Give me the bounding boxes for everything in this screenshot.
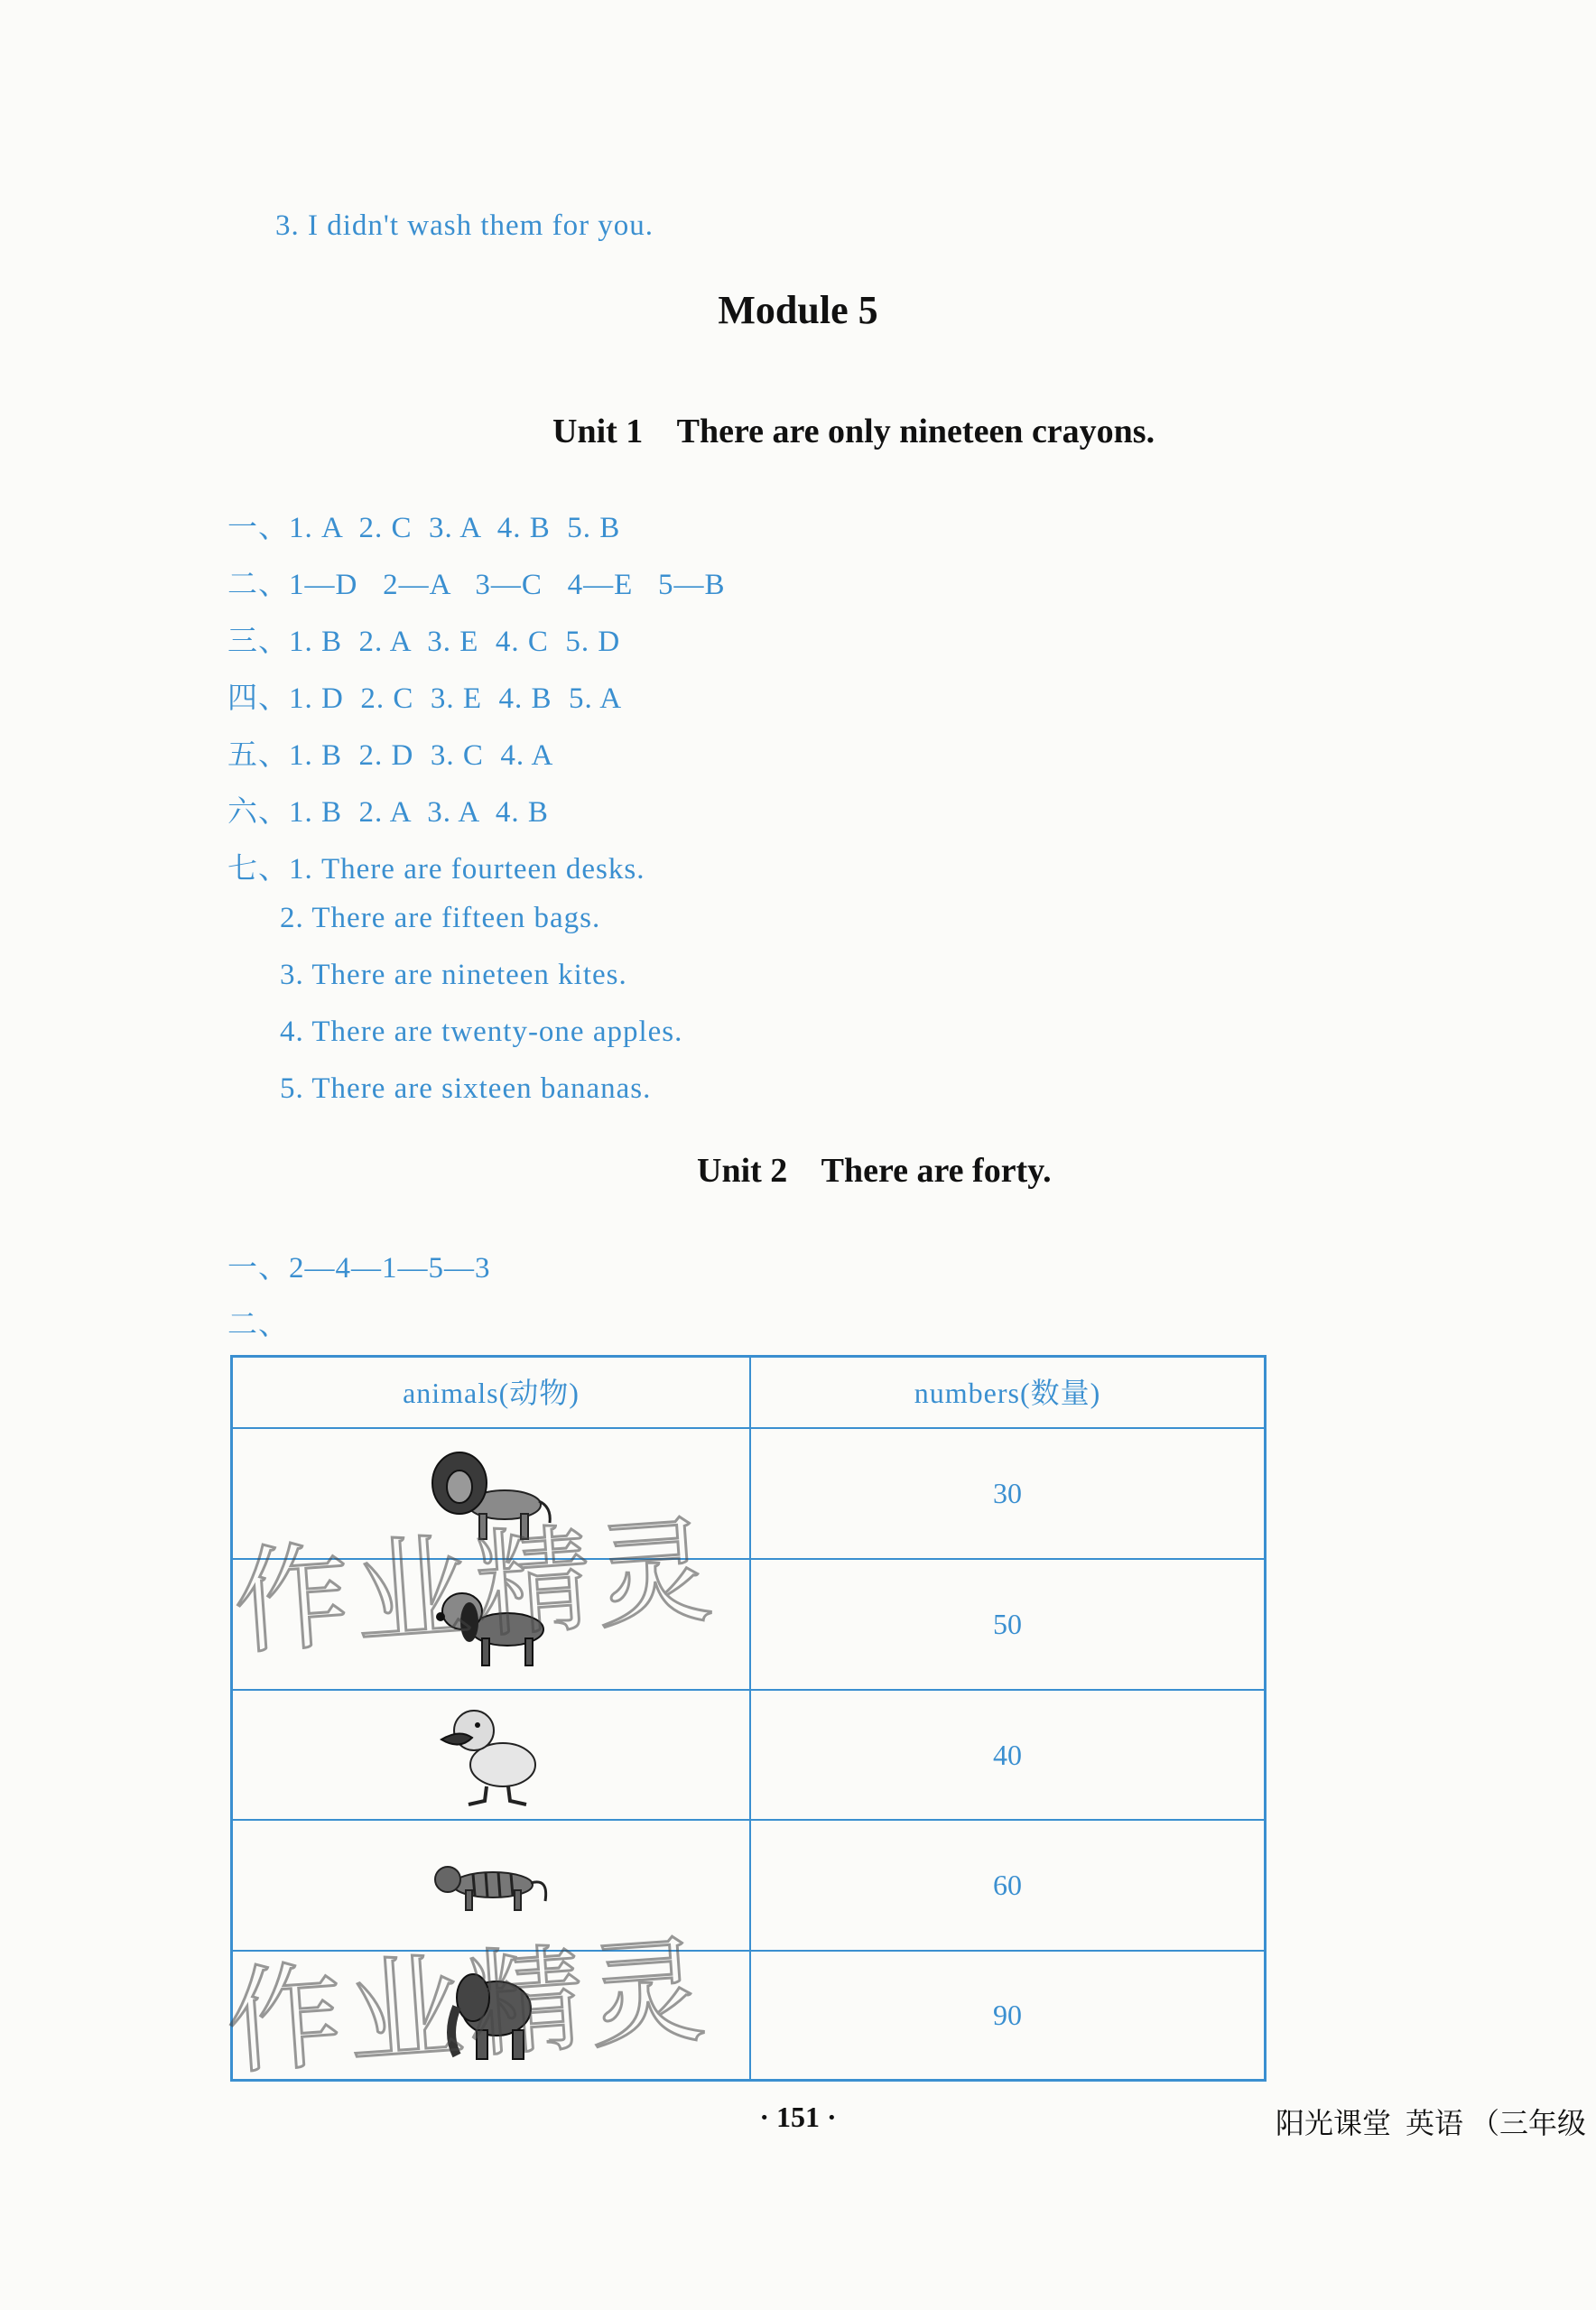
- footer-book-title: 阳光课堂 英语 （三年级: [1276, 2107, 1587, 2139]
- answer-line: 七、1. There are fourteen desks.: [227, 853, 645, 886]
- table-row: [233, 1691, 749, 1819]
- page-number: · 151 ·: [759, 2101, 837, 2133]
- module-title: Module 5: [718, 288, 878, 332]
- answer-line: 2. There are fifteen bags.: [280, 902, 601, 934]
- table-header-animals: animals(动物): [403, 1377, 580, 1409]
- answer-line: 五、1. B 2. D 3. C 4. A: [227, 739, 554, 772]
- duck-icon: [432, 1696, 550, 1814]
- table-cell-number: 90: [993, 1999, 1022, 2031]
- table-cell-number: 60: [993, 1869, 1022, 1901]
- table-cell-number: 50: [993, 1608, 1022, 1640]
- answer-line: 三、1. B 2. A 3. E 4. C 5. D: [227, 626, 621, 658]
- answer-line: 一、1. A 2. C 3. A 4. B 5. B: [227, 512, 621, 544]
- answer-line: 二、1—D 2—A 3—C 4—E 5—B: [227, 569, 726, 601]
- unit2-title: Unit 2 There are forty.: [697, 1152, 1052, 1190]
- table-header-numbers: numbers(数量): [914, 1377, 1101, 1409]
- answer-line: 六、1. B 2. A 3. A 4. B: [227, 796, 549, 829]
- previous-answer-line: 3. I didn't wash them for you.: [275, 209, 654, 242]
- answer-line: 四、1. D 2. C 3. E 4. B 5. A: [227, 682, 623, 715]
- tiger-icon: [428, 1854, 554, 1917]
- table-cell-number: 40: [993, 1739, 1022, 1771]
- answer-line: 4. There are twenty-one apples.: [280, 1016, 683, 1048]
- watermark: 作业精灵: [222, 1923, 715, 2092]
- table-cell-number: 30: [993, 1477, 1022, 1509]
- answer-line: 3. There are nineteen kites.: [280, 959, 627, 991]
- watermark: 作业精灵: [229, 1503, 722, 1672]
- unit1-title: Unit 1 There are only nineteen crayons.: [552, 413, 1155, 450]
- answer-line: 5. There are sixteen bananas.: [280, 1072, 652, 1105]
- answer-line: 一、2—4—1—5—3: [227, 1252, 491, 1285]
- answer-line: 二、: [227, 1309, 289, 1341]
